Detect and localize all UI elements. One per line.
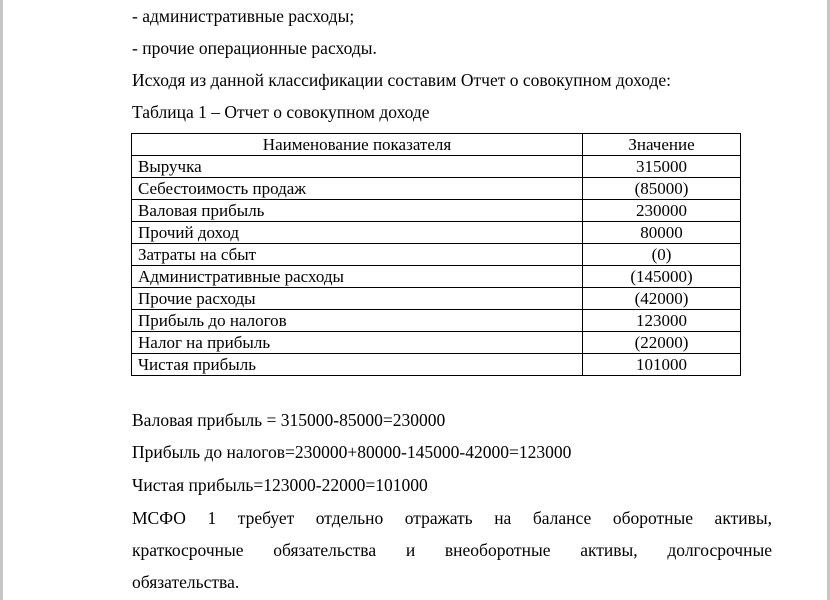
table-header-row (132, 134, 741, 156)
word: обязательства (273, 540, 377, 560)
row-name: Прочий доход (132, 222, 583, 244)
table-row (132, 244, 741, 266)
table-row (132, 222, 741, 244)
intro-line-classification: Исходя из данной классификации составим Отчет о совокупном доходе: (132, 70, 671, 90)
row-value: 315000 (583, 156, 741, 178)
word: на (494, 508, 512, 528)
row-value: 80000 (583, 222, 741, 244)
word: и (405, 540, 416, 560)
closing-paragraph-line-3: обязательства. (132, 572, 240, 592)
word: внеоборотные (444, 540, 551, 560)
table-row (132, 354, 741, 376)
table-caption: Таблица 1 – Отчет о совокупном доходе (132, 102, 430, 122)
word: отражать (404, 508, 473, 528)
row-name: Себестоимость продаж (132, 178, 583, 200)
row-value: (145000) (583, 266, 741, 288)
header-indicator-name: Наименование показателя (132, 134, 583, 156)
table-row (132, 266, 741, 288)
word: балансе (532, 508, 592, 528)
word: активы, (580, 540, 638, 560)
row-name: Прочие расходы (132, 288, 583, 310)
word: требует (237, 508, 295, 528)
word: активы, (714, 508, 772, 528)
table-row (132, 178, 741, 200)
row-value: (22000) (583, 332, 741, 354)
row-name: Налог на прибыль (132, 332, 583, 354)
word: 1 (207, 508, 217, 528)
table-row (132, 332, 741, 354)
word: оборотные (612, 508, 694, 528)
calc-gross-profit: Валовая прибыль = 315000-85000=230000 (132, 410, 446, 430)
row-value: 230000 (583, 200, 741, 222)
calc-net-profit: Чистая прибыль=123000-22000=101000 (132, 475, 428, 495)
income-statement-table (131, 133, 741, 376)
intro-line-other-expenses: - прочие операционные расходы. (132, 38, 377, 58)
table-row (132, 310, 741, 332)
row-name: Затраты на сбыт (132, 244, 583, 266)
row-name: Валовая прибыль (132, 200, 583, 222)
calc-profit-before-tax: Прибыль до налогов=230000+80000-145000-42000=123000 (132, 442, 572, 462)
closing-paragraph-line-2 (132, 540, 772, 560)
row-name: Административные расходы (132, 266, 583, 288)
closing-paragraph-line-1 (132, 508, 772, 528)
table-row (132, 200, 741, 222)
word: МСФО (132, 508, 186, 528)
word: долгосрочные (667, 540, 772, 560)
word: краткосрочные (132, 540, 244, 560)
row-value: (42000) (583, 288, 741, 310)
row-name: Выручка (132, 156, 583, 178)
row-value: 123000 (583, 310, 741, 332)
row-value: 101000 (583, 354, 741, 376)
intro-line-admin-expenses: - административные расходы; (132, 6, 355, 26)
row-name: Прибыль до налогов (132, 310, 583, 332)
table-row (132, 156, 741, 178)
row-name: Чистая прибыль (132, 354, 583, 376)
header-value: Значение (583, 134, 741, 156)
row-value: (0) (583, 244, 741, 266)
word: отдельно (315, 508, 384, 528)
row-value: (85000) (583, 178, 741, 200)
table-row (132, 288, 741, 310)
